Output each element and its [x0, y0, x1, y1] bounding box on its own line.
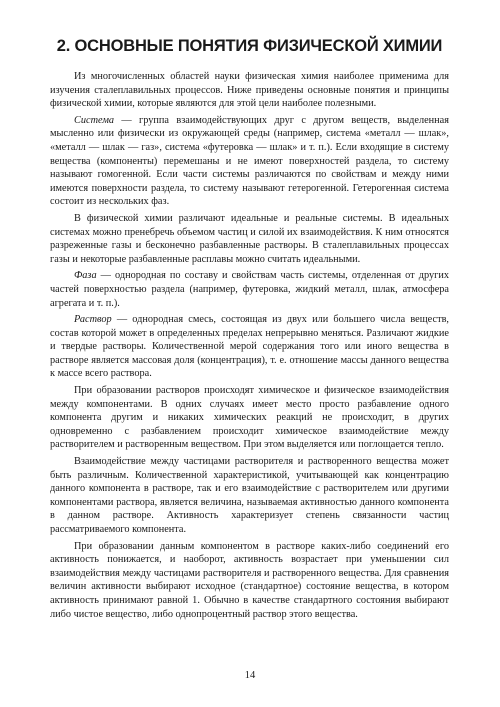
paragraph-text: В физической химии различают идеальные и реальные системы. В идеальных системах можно пренебречь объемом частиц и силой их взаимодействия. К ним относятся разреженные газы и бесконечно разбавленные растворы. В сталеплавильных процессах газы и некоторые разбавленные расплавы можно считать идеальными.: [50, 212, 449, 265]
paragraph-intro: [50, 70, 449, 111]
paragraph-text: Из многочисленных областей науки физическая химия наиболее применима для изучения сталеплавильных процессов. Ниже приведены основные понятия и принципы физической химии, которые являются для этой цели наиболее полезными.: [50, 71, 449, 110]
paragraph-text: При образовании данным компонентом в растворе каких-либо соединений его активность понижается, и наоборот, активность возрастает при уменьшении сил взаимодействия между частицами растворителя и растворенного вещества. Для сравнения величин активности выбирают исходное (стандартное) состояние вещества, в котором активность принимают равной 1. Обычно в качестве стандартного состояния выбирают либо чистое вещество, либо однопроцентный раствор этого вещества.: [50, 540, 449, 620]
paragraph-text: — однородная смесь, состоящая из двух или большего числа веществ, состав которой может в определенных пределах непрерывно меняться. Различают жидкие и твердые растворы. Количественной мерой содержания того или иного вещества в растворе является массовая доля (концентрация), т. е. отношение массы данного вещества к массе всего раствора.: [50, 314, 449, 380]
paragraph-text: При образовании растворов происходят химическое и физическое взаимодействия между компонентами. В одних случаях имеет место просто разбавление одного компонента другим и никаких химических реакций не происходит, в других одновременно с разбавлением происходит химическое взаимодействие между растворителем и растворенным веществом. При этом выделяется или поглощается тепло.: [50, 385, 449, 451]
paragraph-solution: [50, 313, 449, 381]
page-number: 14: [244, 670, 256, 681]
paragraph-activity: [50, 455, 449, 537]
paragraph-ideal-systems: [50, 212, 449, 266]
chapter-title: 2. ОСНОВНЫЕ ПОНЯТИЯ ФИЗИЧЕСКОЙ ХИМИИ: [56, 37, 443, 55]
term-solution: Раствор: [74, 314, 112, 326]
paragraph-text: — группа взаимодействующих друг с другом веществ, выделенная мысленно или физически из окружающей среды (например, система «металл — шлак», «металл — шлак — газ», система «футеровка — шлак» и т. п.). Если входящие в систему вещества (компоненты) перемешаны и не имеют поверхностей раздела, то систему называют гомогенной. Если части системы различаются по свойствам и между ними имеются поверхности раздела, то систему называют гетерогенной. Гетерогенная система состоит из нескольких фаз.: [50, 114, 449, 208]
term-phase: Фаза: [74, 270, 97, 282]
paragraph-solution-formation: [50, 384, 449, 452]
term-system: Система: [74, 114, 115, 126]
paragraph-standard-state: [50, 540, 449, 622]
paragraph-phase: [50, 269, 449, 310]
paragraph-text: Взаимодействие между частицами растворителя и растворенного вещества может быть различным. Количественной характеристикой, учитывающей как концентрацию данного компонента в растворе, так и его взаимодействие с растворителем или другими компонентами раствора, является величина, называемая активностью данного компонента в данном растворе. Активность характеризует степень связанности частиц рассматриваемого компонента.: [50, 456, 449, 535]
paragraph-system: [50, 114, 449, 209]
paragraph-text: — однородная по составу и свойствам часть системы, отделенная от других частей поверхностью раздела (например, футеровка, жидкий металл, шлак, атмосфера агрегата и т. п.).: [50, 270, 449, 309]
